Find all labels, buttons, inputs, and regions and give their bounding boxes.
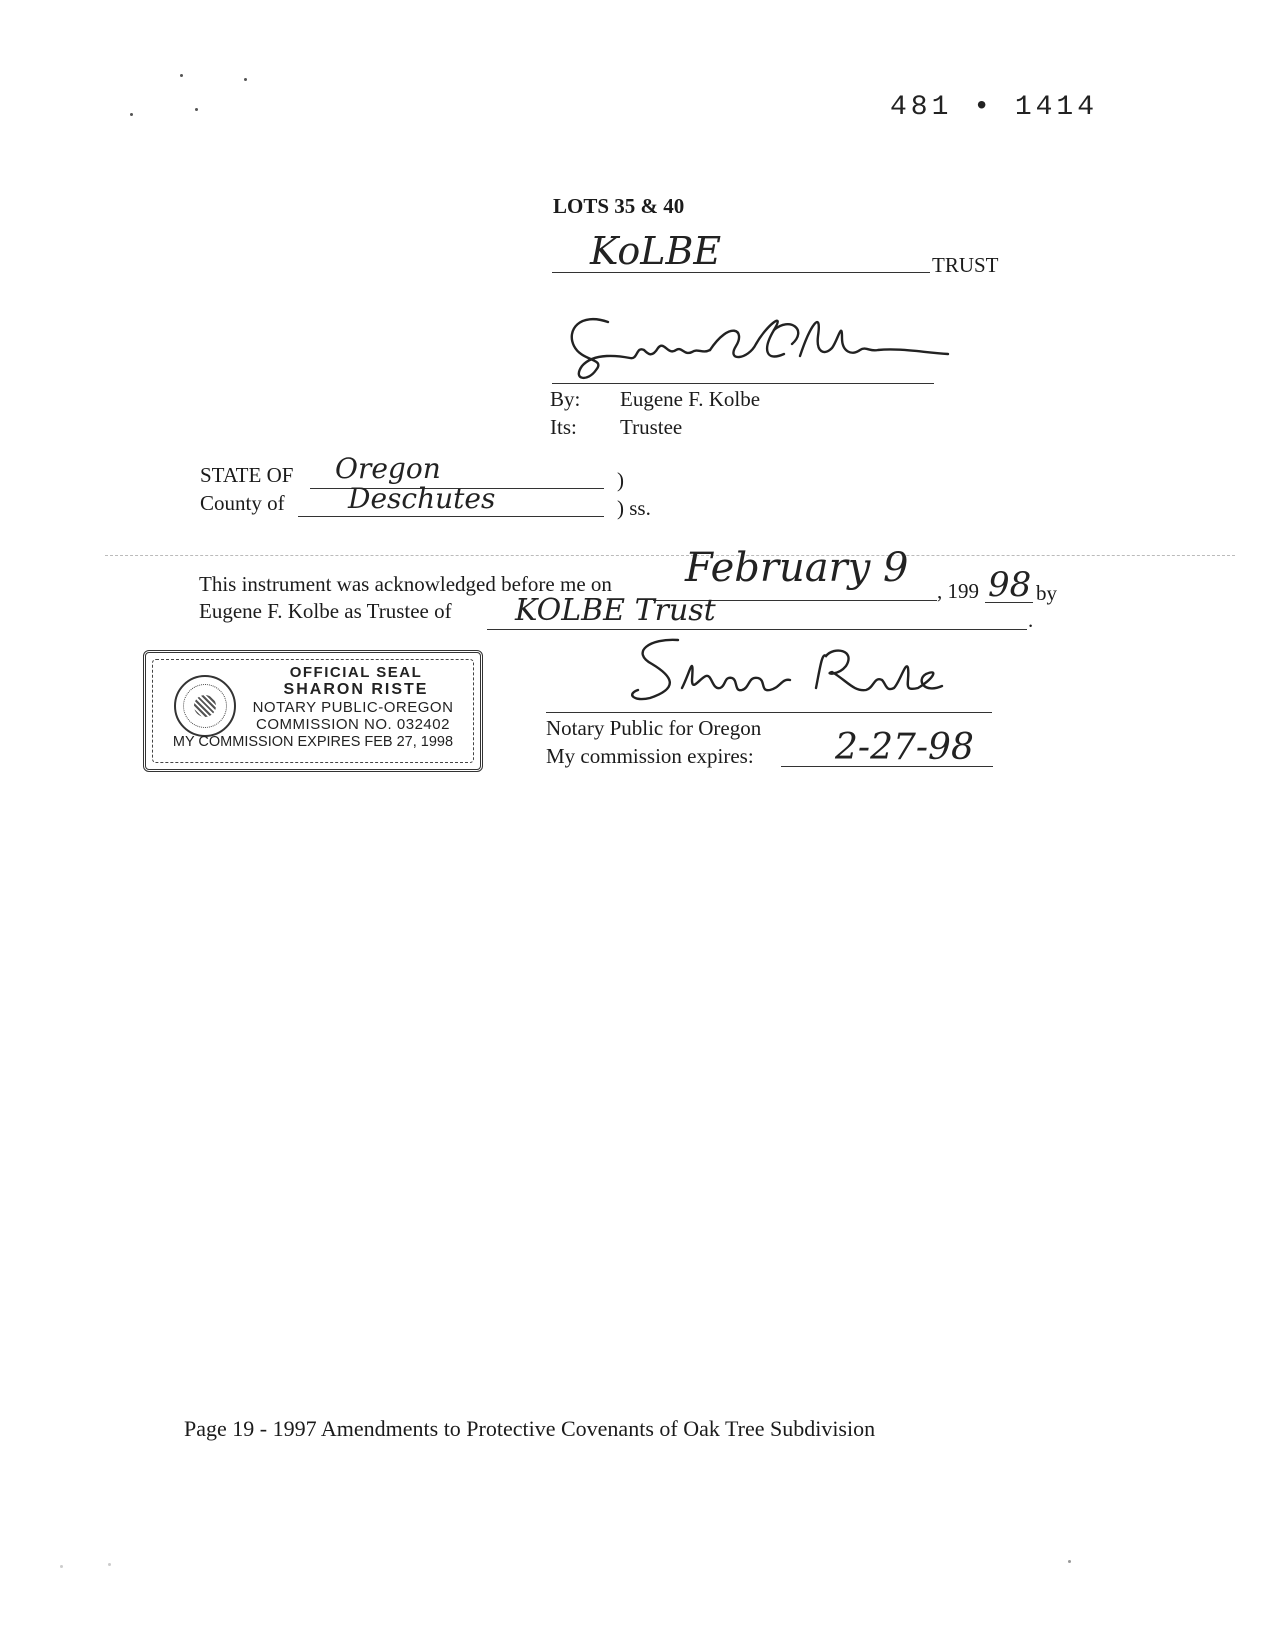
notary-title: Notary Public for Oregon bbox=[546, 716, 762, 740]
trustee-of-text: Eugene F. Kolbe as Trustee of bbox=[199, 599, 452, 623]
its-label: Its: bbox=[550, 415, 577, 439]
commission-expires-line bbox=[781, 766, 993, 767]
commission-expires-handwritten: 2-27-98 bbox=[835, 727, 974, 768]
scan-speck bbox=[1068, 1560, 1071, 1563]
venue-ss: ) ss. bbox=[617, 496, 651, 520]
trust-label: TRUST bbox=[932, 253, 999, 277]
scan-speck bbox=[108, 1563, 111, 1566]
seal-notary-public: NOTARY PUBLIC-OREGON bbox=[252, 699, 454, 716]
scan-speck bbox=[130, 113, 133, 116]
year-handwritten: 98 bbox=[988, 565, 1032, 605]
county-handwritten: Deschutes bbox=[348, 482, 496, 515]
seal-notary-name: SHARON RISTE bbox=[283, 681, 429, 698]
scan-speck bbox=[195, 108, 198, 111]
notary-signature bbox=[620, 632, 970, 712]
venue-paren: ) bbox=[617, 468, 624, 492]
state-label: STATE OF bbox=[200, 463, 294, 487]
notary-signature-line bbox=[546, 712, 992, 713]
seal-title: OFFICIAL SEAL bbox=[289, 664, 423, 681]
scan-artifact-line bbox=[105, 555, 1235, 556]
scan-speck bbox=[244, 78, 247, 81]
lots-heading: LOTS 35 & 40 bbox=[553, 194, 685, 218]
county-label: County of bbox=[200, 491, 285, 515]
seal-commission-number: COMMISSION NO. 032402 bbox=[256, 716, 450, 733]
notary-seal-stamp bbox=[143, 650, 483, 772]
scan-speck bbox=[60, 1565, 63, 1568]
state-seal-emblem-icon bbox=[174, 675, 236, 737]
record-number: 481 • 1414 bbox=[890, 92, 1099, 123]
by-value: Eugene F. Kolbe bbox=[620, 387, 761, 411]
year-prefix: , 199 bbox=[937, 579, 979, 603]
scan-speck bbox=[180, 74, 183, 77]
trust-name-line bbox=[552, 272, 930, 273]
acknowledgment-trust-handwritten: KOLBE Trust bbox=[515, 593, 716, 628]
acknowledgment-period: . bbox=[1028, 608, 1034, 632]
trust-name-handwritten: KoLBE bbox=[590, 229, 722, 273]
trust-of-line bbox=[487, 629, 1027, 630]
its-value: Trustee bbox=[620, 415, 683, 439]
commission-expires-label: My commission expires: bbox=[546, 744, 754, 768]
by-label: By: bbox=[550, 387, 581, 411]
trustee-signature-line bbox=[552, 383, 934, 384]
page-footer: Page 19 - 1997 Amendments to Protective Covenants of Oak Tree Subdivision bbox=[184, 1416, 876, 1441]
seal-commission-expires: MY COMMISSION EXPIRES FEB 27, 1998 bbox=[172, 734, 454, 750]
acknowledgment-date-handwritten: February 9 bbox=[685, 545, 909, 591]
acknowledgment-by: by bbox=[1036, 581, 1057, 605]
year-line bbox=[985, 602, 1033, 603]
county-line bbox=[298, 516, 604, 517]
state-handwritten: Oregon bbox=[335, 452, 441, 485]
acknowledgment-text: This instrument was acknowledged before me on bbox=[199, 572, 612, 596]
trustee-signature bbox=[560, 300, 950, 390]
